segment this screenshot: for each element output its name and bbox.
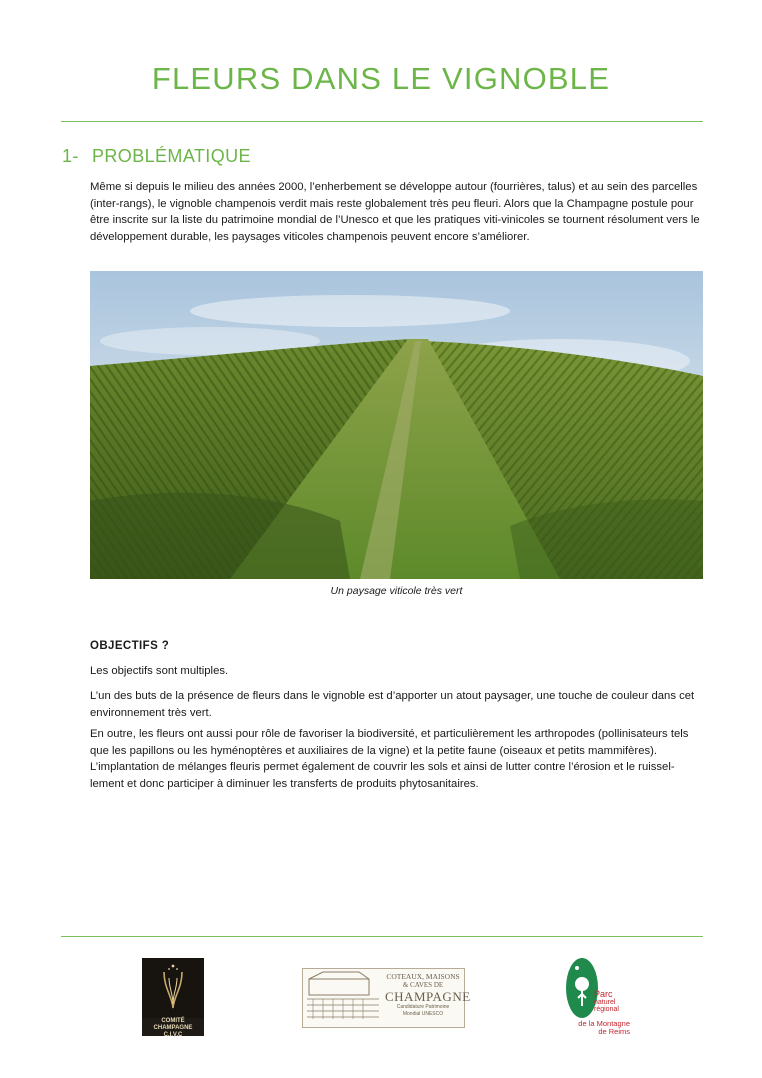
parc-text: Parc naturel régional [594, 989, 619, 1013]
section-number: 1- [62, 146, 79, 166]
page-title: FLEURS DANS LE VIGNOBLE [151, 60, 611, 96]
section-title: PROBLÉMATIQUE [92, 146, 251, 166]
intro-paragraph: Même si depuis le milieu des années 2000, l’enherbement se développe autour (fourrières, talus) et au sein des parcelles (inter-rangs), le vignoble champenois verdit mais reste globalement très peu fleuri. Alors que la Champagne postule pour être inscrite sur la liste du patrimoine mondial de l’Unesco et que les pratiques viti-vinicoles se tournent résolument vers le développement durable, les paysages viticoles champenois peuvent encore s’améliorer. [90, 181, 700, 243]
comite-label: COMITÉ CHAMPAGNE C.I.V.C [142, 1018, 204, 1036]
coteaux-maisons-caves-logo [302, 968, 471, 1028]
vineyard-photo [90, 271, 703, 579]
coteaux-text: COTEAUX, MAISONS & CAVES DE CHAMPAGNE Candidature Patrimoine Mondial UNESCO [385, 972, 471, 1017]
title-divider [61, 121, 703, 122]
objectives-heading: OBJECTIFS ? [90, 640, 170, 652]
parc-naturel-logo [558, 956, 630, 1040]
comite-champagne-logo [142, 958, 204, 1036]
parc-subtitle: de la Montagne de Reims [578, 1019, 630, 1036]
footer-divider [61, 936, 703, 937]
photo-caption: Un paysage viticole très vert [330, 585, 463, 597]
section-heading [62, 146, 251, 167]
objectives-paragraph-2: L’un des buts de la présence de fleurs dans le vignoble est d’apporter un atout paysager, une touche de couleur dans cet environnement très vert. [90, 690, 695, 719]
objectives-paragraph-3: En outre, les fleurs ont aussi pour rôle de favoriser la biodiversité, et particulièrement les arthropodes (pollinisateurs tels que les papillons ou les hyménoptères et auxiliaires de la vigne) et la petite faune (oiseaux et petits mammifères). L’implantation de mélanges fleuris permet également de couvrir les sols et ainsi de lutter contre l’érosion et le ruissel-lement et donc participer à diminuer les transferts de produits phytosanitaires. [90, 728, 689, 790]
objectives-paragraph-1: Les objectifs sont multiples. [90, 665, 229, 677]
